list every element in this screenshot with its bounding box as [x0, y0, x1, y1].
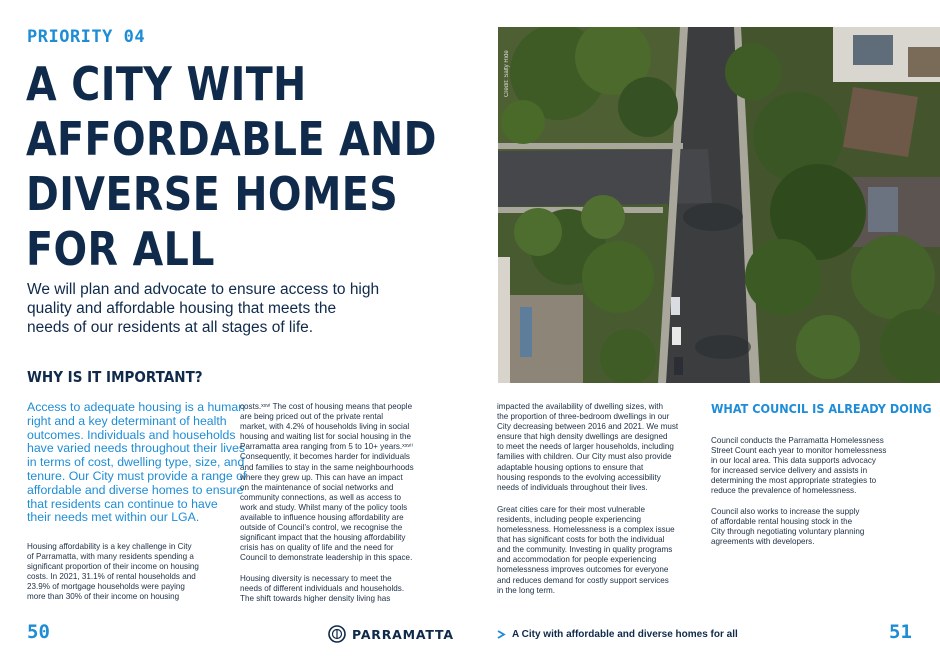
priority-label: PRIORITY 04: [27, 27, 146, 47]
body-line: adaptable housing options to ensure that: [497, 462, 644, 472]
lead-paragraph: [27, 400, 247, 525]
body-line: housing responds to the evolving accessibility: [497, 472, 661, 482]
body-line: more than 30% of their income on housing: [27, 592, 180, 602]
council-heading: WHAT COUNCIL IS ALREADY DOING: [711, 401, 932, 416]
body-column-4: [711, 436, 921, 547]
body-line: ensure that high density dwellings are designed: [497, 432, 668, 442]
intro-line: quality and affordable housing that meets the: [27, 300, 337, 317]
body-line: work and study. Whilst many of the policy tools: [240, 502, 408, 512]
body-line: Housing affordability is a key challenge in City: [27, 542, 192, 551]
body-line: reduce the prevalence of homelessness.: [711, 486, 857, 496]
body-line: and families to stay in the same neighbourhoods: [240, 462, 414, 472]
running-footer: [497, 629, 738, 640]
body-line: The shift towards higher density living has: [240, 593, 391, 603]
body-line: market, with 4.2% of households living in social: [240, 422, 410, 432]
parramatta-logo: [328, 624, 454, 644]
paragraph-gap: [711, 497, 921, 507]
lead-line: affordable and diverse homes to ensure: [27, 482, 244, 497]
body-line: outside of Council’s control, we recognise the: [240, 523, 403, 533]
body-line: Council also works to increase the supply: [711, 506, 860, 516]
body-line: the proportion of three-bedroom dwellings in our: [497, 412, 670, 422]
logo-wordmark: PARRAMATTA: [352, 626, 454, 642]
lead-line: right and a key determinant of health: [27, 413, 227, 428]
intro-line: needs of our residents at all stages of life.: [27, 319, 314, 336]
body-line: homelessness. Homelessness is a complex issue: [497, 525, 675, 535]
body-line: of affordable rental housing stock in the: [711, 516, 853, 526]
page-number-right: 51: [889, 621, 912, 643]
running-title: A City with affordable and diverse homes for all: [512, 629, 738, 640]
body-line: needs of different individuals and households.: [240, 583, 405, 593]
body-line: and the community. Investing in quality programs: [497, 545, 673, 555]
lead-line: outcomes. Individuals and households: [27, 427, 236, 442]
body-line: Council conducts the Parramatta Homelessness: [711, 436, 884, 445]
body-column-3: [497, 402, 702, 596]
section-heading: WHY IS IT IMPORTANT?: [27, 368, 203, 386]
paragraph-gap: [240, 564, 440, 574]
lead-line: in terms of cost, dwelling type, size, and: [27, 455, 245, 470]
body-line: Street Count each year to monitor homelessness: [711, 446, 887, 456]
paragraph-gap: [497, 493, 702, 505]
body-line: to meet the needs of larger households, including: [497, 442, 674, 452]
body-line: Council to demonstrate leadership in this space.: [240, 553, 413, 563]
body-line: housing and waiting list for social housing in the: [240, 432, 411, 442]
body-line: Consequently, it becomes harder for individuals: [240, 452, 410, 462]
body-line: families with children. Our City must also provide: [497, 452, 672, 462]
body-line: where they grew up. This can have an impact: [240, 472, 403, 482]
lead-line: Access to adequate housing is a human: [27, 400, 246, 414]
body-line: significant proportion of their income on housing: [27, 562, 199, 572]
body-line: needs of individuals throughout their lives.: [497, 482, 648, 492]
body-line: City through negotiating voluntary planning: [711, 526, 865, 536]
body-line: costs. In 2021, 31.1% of rental households and: [27, 572, 196, 582]
lead-line: tenure. Our City must provide a range of: [27, 468, 247, 483]
body-line: residents, including people experiencing: [497, 514, 641, 524]
lead-line: their needs met within our LGA.: [27, 510, 200, 525]
title-line: DIVERSE HOMES: [26, 167, 399, 221]
body-line: for increased service delivery and assists in: [711, 466, 868, 476]
body-line: on the maintenance of social networks and: [240, 482, 394, 492]
page-number-left: 50: [27, 621, 50, 643]
lead-line: that residents can continue to have: [27, 496, 218, 511]
body-line: impacted the availability of dwelling sizes, with: [497, 402, 664, 411]
intro-statement: [27, 280, 387, 337]
council-crest-icon: [328, 625, 346, 643]
lead-line: have varied needs throughout their lives: [27, 441, 246, 456]
page-title: [26, 57, 437, 277]
body-line: Housing diversity is necessary to meet the: [240, 573, 392, 583]
body-line: that has significant costs for both the individual: [497, 535, 665, 545]
body-line: Great cities care for their most vulnerable: [497, 504, 645, 514]
body-column-1: [27, 542, 232, 603]
body-line: Parramatta area ranging from 5 to 10+ years.ˣˣᵛⁱⁱ: [240, 442, 413, 452]
body-line: in the long term.: [497, 585, 556, 595]
aerial-street-photo: [498, 27, 940, 383]
body-line: 23.9% of mortgage households were paying: [27, 582, 185, 592]
body-line: costs.ˣˣᵛⁱ The cost of housing means that people: [240, 402, 413, 411]
body-line: significant impact that the housing affordability: [240, 533, 406, 543]
title-line: FOR ALL: [26, 222, 215, 276]
chevron-right-icon: [497, 630, 506, 639]
body-line: in our local area. This data supports advocacy: [711, 456, 876, 466]
body-line: determining the most appropriate strategies to: [711, 476, 877, 486]
title-line: A CITY WITH: [26, 57, 307, 111]
body-line: of Parramatta, with many residents spending a: [27, 552, 194, 562]
body-line: are being priced out of the private rental: [240, 412, 384, 422]
body-line: crisis has on quality of life and the need for: [240, 543, 394, 553]
body-line: and reduces demand for costly support services: [497, 575, 669, 585]
body-column-2: [240, 402, 440, 604]
body-line: agreements with developers.: [711, 536, 815, 546]
body-line: homelessness improves outcomes for everyone: [497, 565, 669, 575]
photo-credit: Credit: Salty Ride: [504, 50, 510, 97]
title-line: AFFORDABLE AND: [26, 112, 437, 166]
intro-line: We will plan and advocate to ensure access to high: [27, 281, 380, 298]
body-line: community connections, as well as access to: [240, 492, 402, 502]
body-line: and accommodation for people experiencing: [497, 555, 657, 565]
body-line: available to influence housing affordability are: [240, 513, 404, 523]
body-line: City decreasing between 2016 and 2021. We must: [497, 422, 679, 432]
